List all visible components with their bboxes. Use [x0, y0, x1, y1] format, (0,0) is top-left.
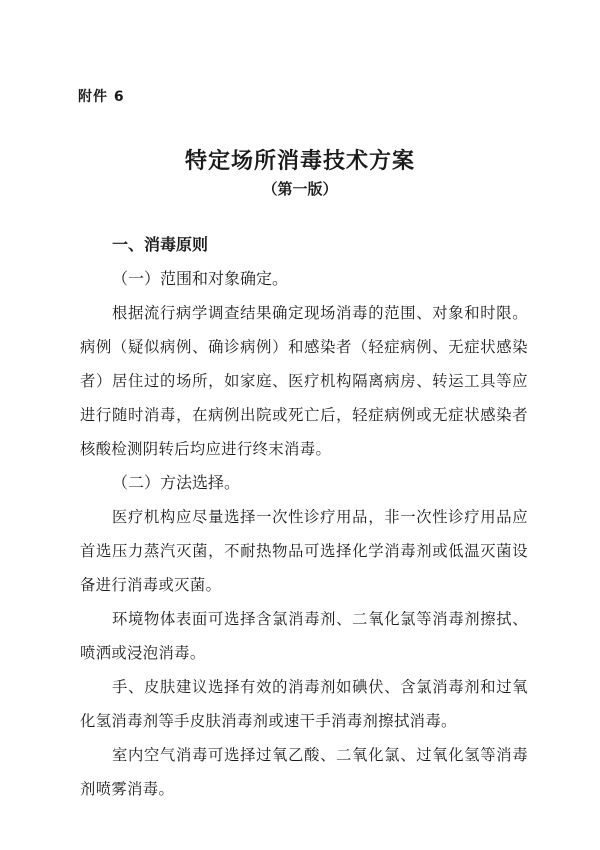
subsection-heading-method: （二）方法选择。	[112, 473, 241, 492]
document-title: 特定场所消毒技术方案	[184, 149, 415, 174]
paragraph-scope: 根据流行病学调查结果确定现场消毒的范围、对象和时限。病例（疑似病例、确诊病例）和感染者（轻症病例、无症状感染者）居住过的场所，如家庭、医疗机构隔离病房、转运工具等应进行随时消毒，在病例出院或死亡后，轻症病例或无症状感染者核酸检测阴转后均应进行终末消毒。	[80, 304, 528, 458]
document-body	[80, 228, 528, 806]
attachment-label: 附件 6	[78, 89, 125, 105]
subsection-heading-scope: （一）范围和对象确定。	[112, 269, 289, 288]
section-heading-disinfection-principles: 一、消毒原则	[112, 235, 209, 254]
paragraph-surfaces: 环境物体表面可选择含氯消毒剂、二氧化氯等消毒剂擦拭、喷洒或浸泡消毒。	[80, 610, 528, 662]
paragraph-indoor-air: 室内空气消毒可选择过氧乙酸、二氧化氯、过氧化氢等消毒剂喷雾消毒。	[80, 746, 528, 798]
document-edition: （第一版）	[262, 180, 338, 198]
paragraph-medical-supplies: 医疗机构应尽量选择一次性诊疗用品，非一次性诊疗用品应首选压力蒸汽灭菌，不耐热物品可选择化学消毒剂或低温灭菌设备进行消毒或灭菌。	[80, 508, 528, 594]
paragraph-hand-skin: 手、皮肤建议选择有效的消毒剂如碘伏、含氯消毒剂和过氧化氢消毒剂等手皮肤消毒剂或速干手消毒剂擦拭消毒。	[80, 678, 528, 730]
